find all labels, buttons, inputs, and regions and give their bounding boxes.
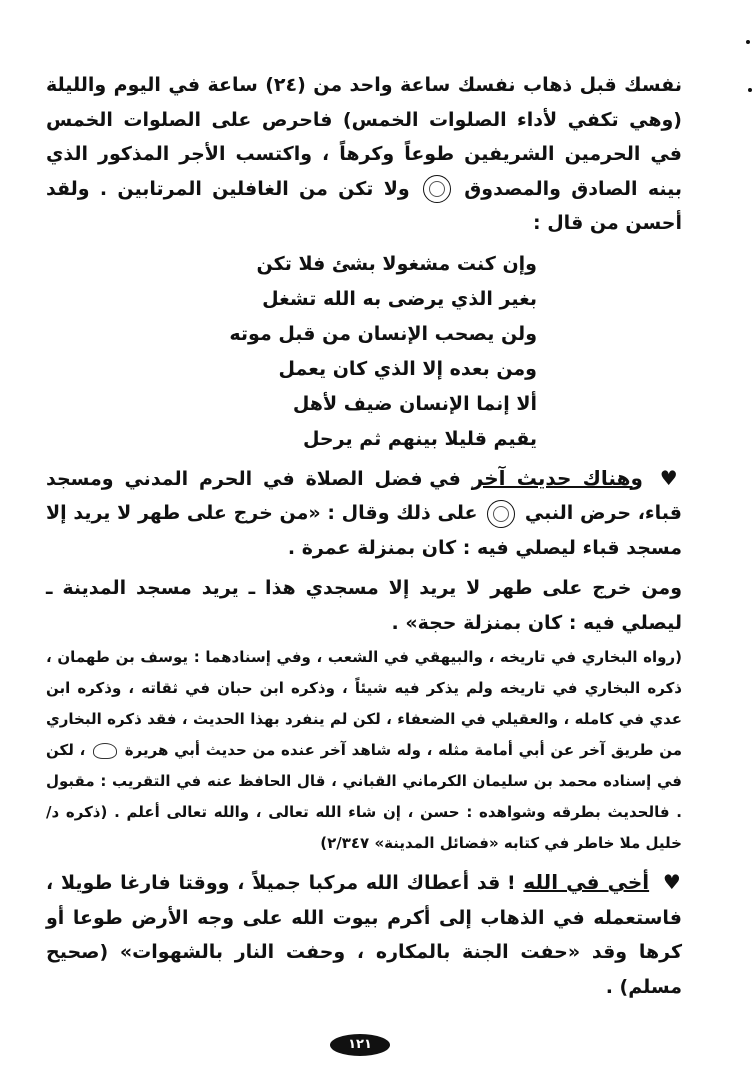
- verse-line: يقيم قليلا بينهم ثم يرحل: [302, 427, 537, 450]
- pbuh-seal-icon: [487, 500, 515, 528]
- poem-verse: [46, 247, 682, 457]
- paragraph-1: [46, 68, 682, 241]
- paragraph-4-lead: أخي في الله: [523, 870, 650, 894]
- heart-icon: ♥: [659, 465, 682, 490]
- page-number-badge: ١٢١: [330, 1034, 390, 1056]
- verse-line: ومن بعده إلا الذي كان يعمل: [278, 357, 537, 380]
- verse-line: ألا إنما الإنسان ضيف لأهل: [292, 392, 537, 415]
- radiallahu-anhu-icon: [93, 743, 117, 759]
- scan-speck: [746, 40, 750, 44]
- paragraph-4-text: ! قد أعطاك الله مركبا جميلاً ، ووقتا فارغا طويلا ، فاستعمله في الذهاب إلى أكرم بيوت الله على وجه الأرض طوعا أو كرها وقد «حفت الجنة بالمكاره ، وحفت النار بالشهوات» (صحيح مسلم) .: [46, 872, 682, 998]
- paragraph-2: [46, 461, 682, 566]
- paragraph-3-note-b: ، لكن في إسناده محمد بن سليمان الكرماني القباني ، قال الحافظ عنه في التقريب : مقبول . فالحديث بطرقه وشواهده : حسن ، إن شاء الله تعالى ، والله تعالى أعلم . (ذكره د/خليل ملا خاطر في كتابه «فضائل المدينة» ٢/٣٤٧): [46, 741, 682, 852]
- verse-line: ولن يصحب الإنسان من قبل موته: [229, 322, 537, 345]
- paragraph-3: [46, 571, 682, 640]
- paragraph-4: [46, 865, 682, 1004]
- paragraph-1-text: نفسك قبل ذهاب نفسك ساعة واحد من (٢٤) ساعة في اليوم والليلة (وهي تكفي لأداء الصلوات الخمس) فاحرص على الصلوات الخمس في الحرمين الشريفين طوعاً وكرهاً ، واكتسب الأجر المذكور الذي بينه الصادق والمصدوق: [46, 74, 682, 200]
- paragraph-3-note: [46, 642, 682, 859]
- pbuh-seal-icon: [423, 175, 451, 203]
- paragraph-3-text: ومن خرج على طهر لا يريد إلا مسجدي هذا ـ يريد مسجد المدينة ـ ليصلي فيه : كان بمنزلة حجة» .: [46, 577, 682, 634]
- paragraph-2-text-b: على ذلك وقال : «من خرج على طهر لا يريد إلا مسجد قباء ليصلي فيه : كان بمنزلة عمرة .: [46, 502, 682, 559]
- paragraph-2-text-a: في فضل الصلاة في الحرم المدني ومسجد قباء، حرض النبي: [46, 467, 682, 524]
- verse-line: بغير الذي يرضى به الله تشغل: [262, 287, 537, 310]
- heart-icon: ♥: [662, 870, 682, 894]
- verse-line: وإن كنت مشغولا بشئ فلا تكن: [256, 252, 537, 275]
- page-content: [46, 68, 682, 1004]
- scan-speck: [748, 88, 752, 92]
- paragraph-2-lead: وهناك حديث آخر: [471, 465, 643, 490]
- paragraph-3-note-a: (رواه البخاري في تاريخه ، والبيهقي في الشعب ، وفي إسنادهما : يوسف بن طهمان ، ذكره البخاري في تاريخه ولم يذكر فيه شيئاً ، وذكره ابن حبان في ثقاته ، وذكره ابن عدي في كامله ، والعقيلي في الضعفاء ، لكن لم ينفرد بهذا الحديث ، فقد ذكره البخاري من طريق آخر عن أبي أمامة مثله ، وله شاهد آخر عنده من حديث أبي هريرة: [46, 648, 682, 759]
- paragraph-1-end: ولا تكن من الغافلين المرتابين . ولقد أحسن من قال :: [46, 177, 682, 234]
